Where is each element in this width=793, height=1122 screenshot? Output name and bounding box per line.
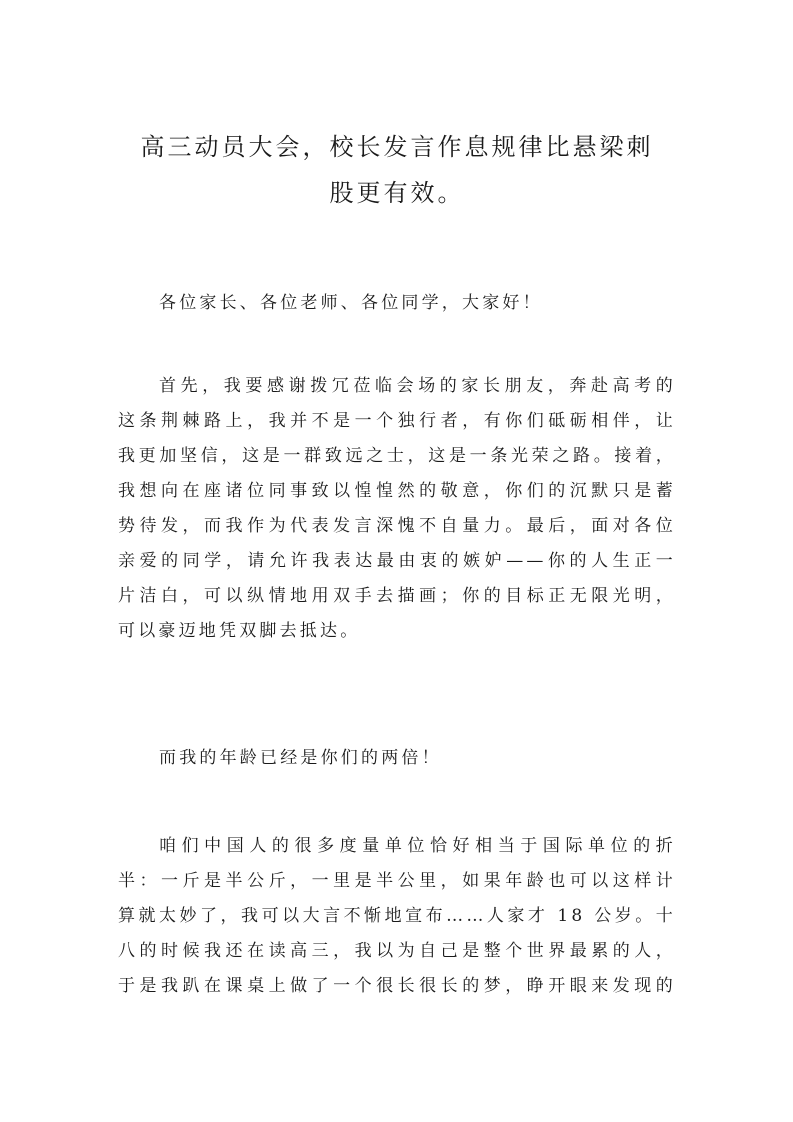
paragraph-line: 势待发，而我作为代表发言深愧不自量力。最后，面对各位 [118,516,676,536]
paragraph-line: 首先，我要感谢拨冗莅临会场的家长朋友，奔赴高考的 [159,376,676,396]
paragraph-thanks [118,369,676,649]
paragraph-line: 各位家长、各位老师、各位同学，大家好！ [159,293,543,313]
paragraph-units [118,829,676,1004]
paragraph-line: 算就太妙了，我可以大言不惭地宣布……人家才 18 公岁。十 [118,906,676,926]
paragraph-line: 于是我趴在课桌上做了一个很长很长的梦，睁开眼来发现的 [118,976,676,996]
title-line-1: 高三动员大会，校长发言作息规律比悬梁刺 [140,133,654,161]
paragraph-age [118,741,676,776]
paragraph-line: 我想向在座诸位同事致以惶惶然的敬意，你们的沉默只是蓄 [118,481,676,501]
paragraph-line: 咱们中国人的很多度量单位恰好相当于国际单位的折 [159,836,676,856]
title-line-2: 股更有效。 [329,179,465,207]
paragraph-line: 片洁白，可以纵情地用双手去描画；你的目标正无限光明， [118,586,676,606]
paragraph-line: 而我的年龄已经是你们的两倍！ [159,748,442,768]
paragraph-greeting [118,286,676,321]
paragraph-line: 我更加坚信，这是一群致远之士，这是一条光荣之路。接着， [118,446,676,466]
document-title [118,124,676,216]
paragraph-line: 亲爱的同学，请允许我表达最由衷的嫉妒——你的人生正一 [118,551,676,571]
paragraph-line: 八的时候我还在读高三，我以为自己是整个世界最累的人， [118,941,676,961]
paragraph-line: 半：一斤是半公斤，一里是半公里，如果年龄也可以这样计 [118,871,676,891]
paragraph-line: 可以豪迈地凭双脚去抵达。 [118,621,361,641]
paragraph-line: 这条荆棘路上，我并不是一个独行者，有你们砥砺相伴，让 [118,411,676,431]
